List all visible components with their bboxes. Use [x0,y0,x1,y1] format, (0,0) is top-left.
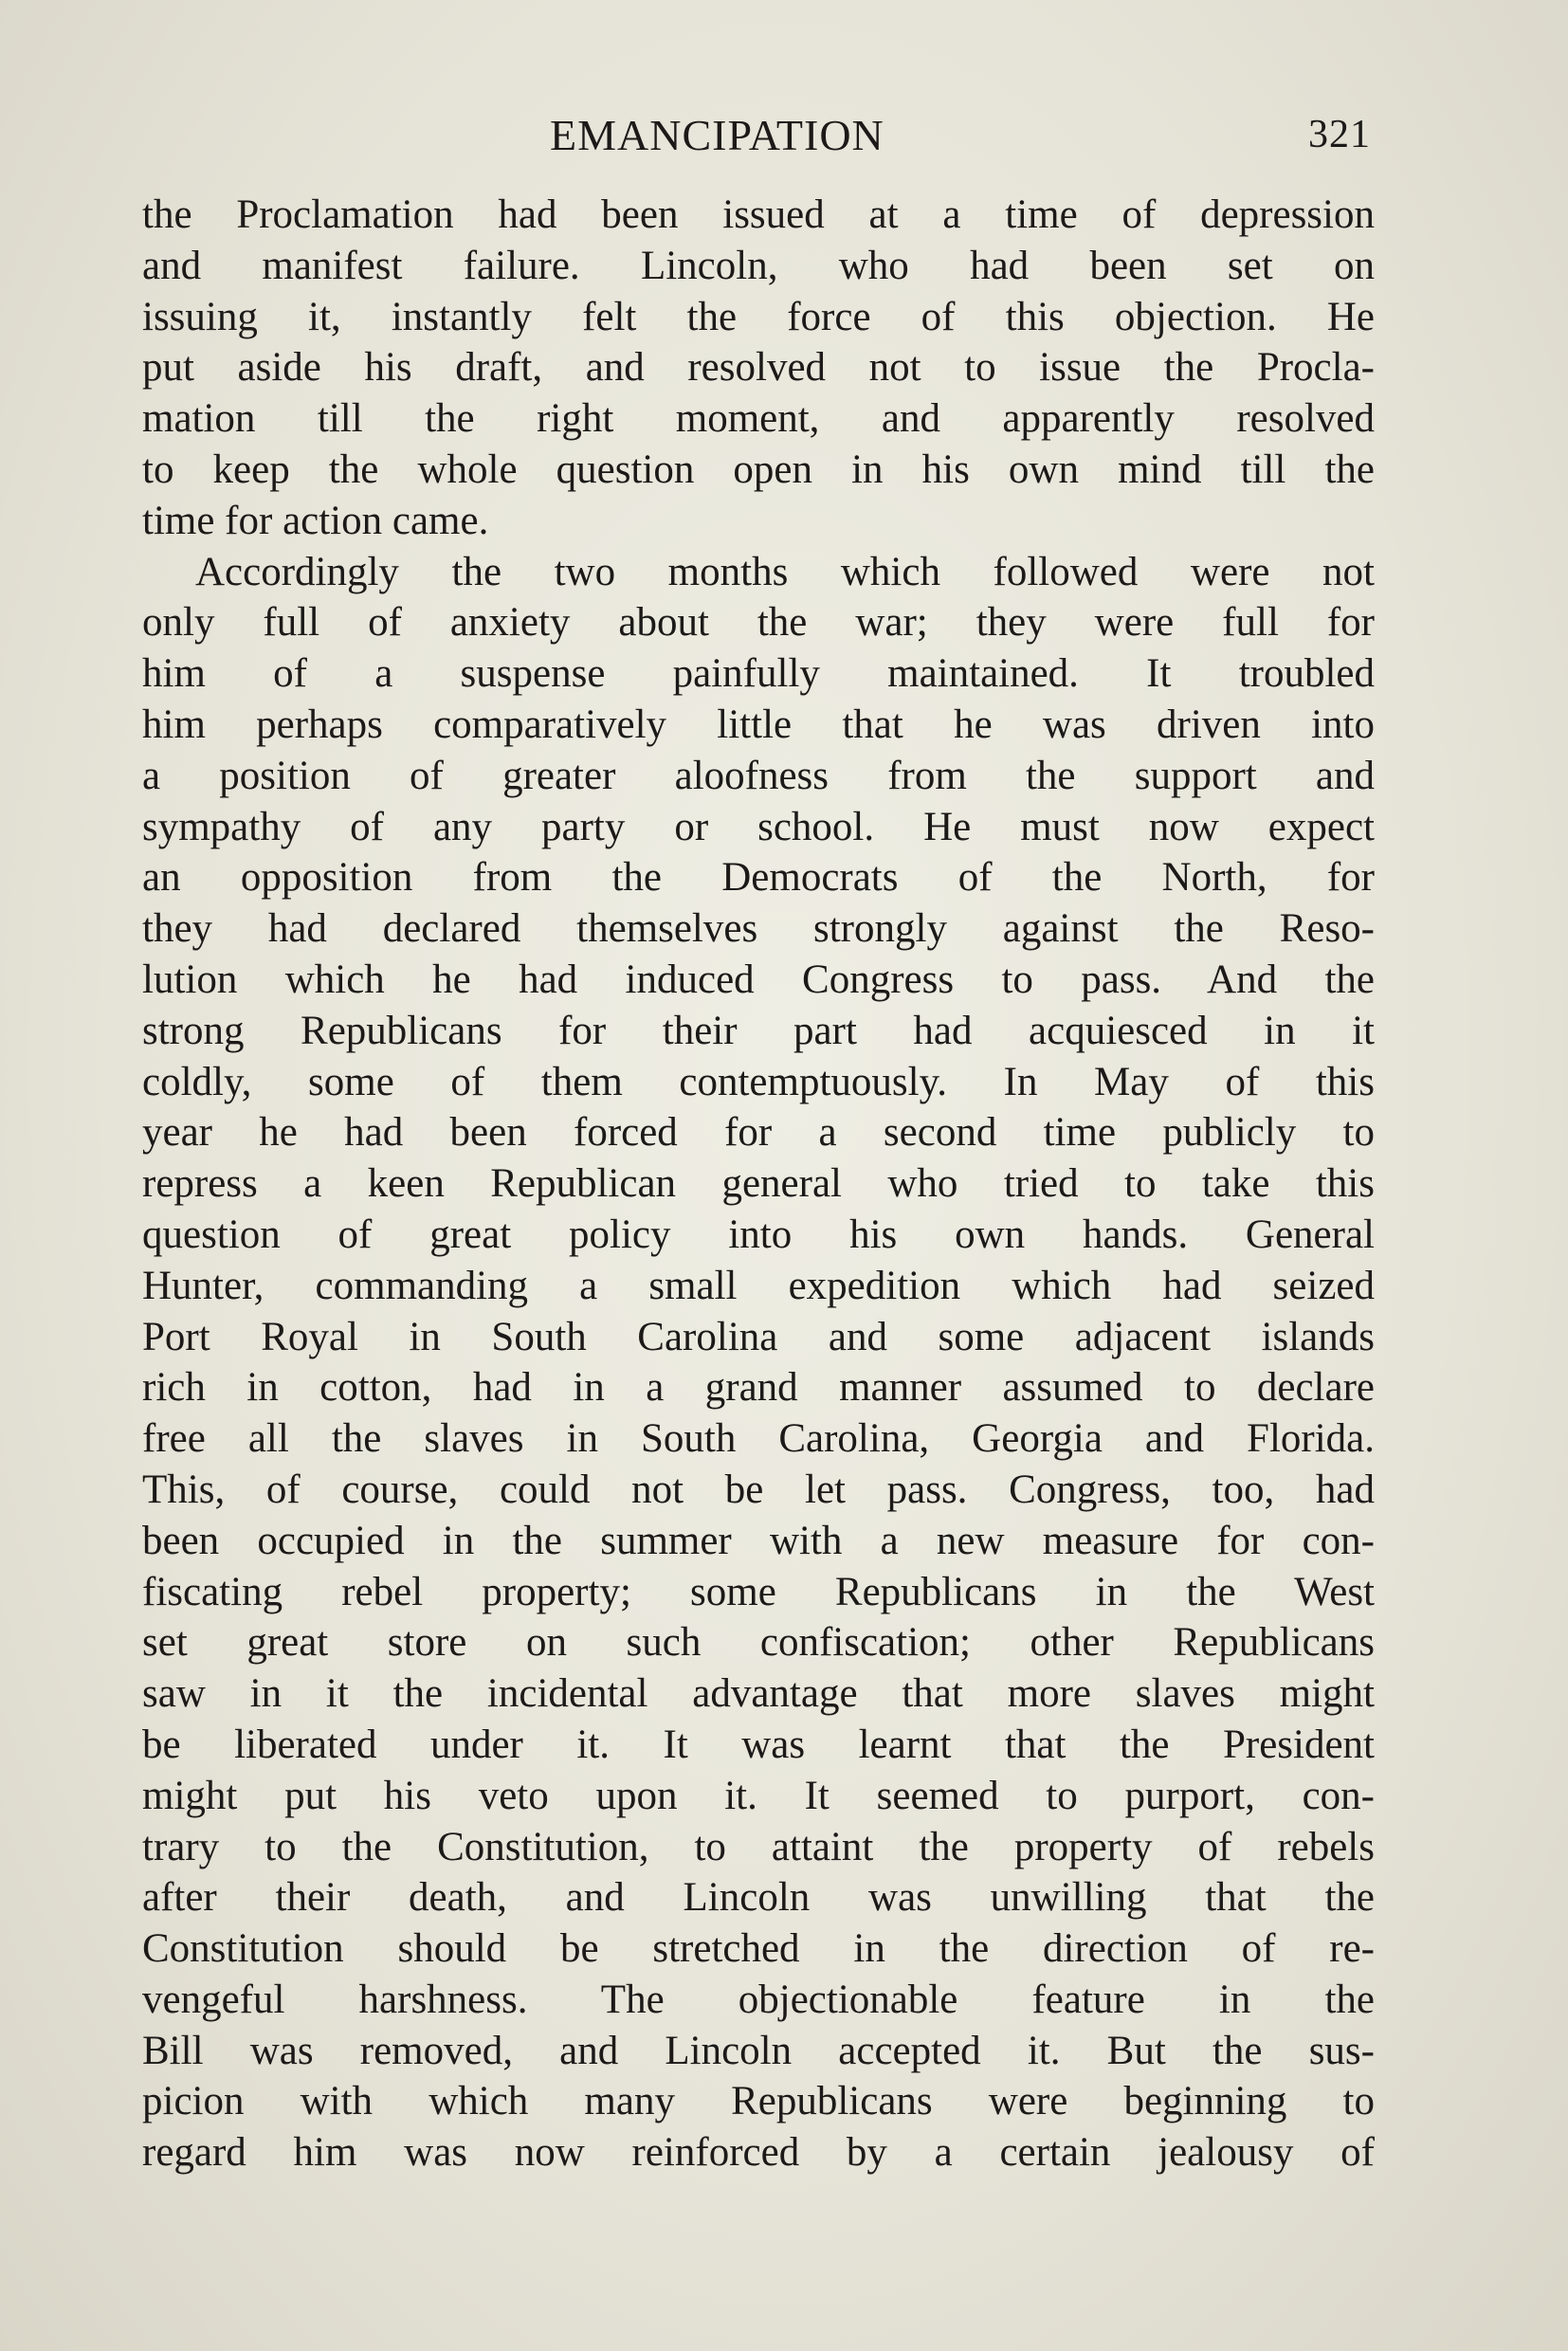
text-line: to keep the whole question open in his own mind till the [142,447,1375,492]
text-line: coldly, some of them contemptuously. In May of this [142,1059,1375,1104]
text-line: mation till the right moment, and apparently resolved [142,396,1375,442]
text-line: vengeful harshness. The objectionable feature in the [142,1977,1375,2022]
running-head: EMANCIPATION [550,111,884,159]
text-line: Port Royal in South Carolina and some adjacent islands [142,1314,1375,1359]
text-line: picion with which many Republicans were beginning to [142,2079,1375,2124]
text-line: the Proclamation had been issued at a time of depression [142,192,1375,237]
text-line: been occupied in the summer with a new measure for con- [142,1518,1375,1563]
text-line: be liberated under it. It was learnt that the President [142,1722,1375,1767]
text-line: they had declared themselves strongly against the Reso- [142,906,1375,952]
page-number: 321 [1308,113,1371,156]
text-line: Hunter, commanding a small expedition which had seized [142,1263,1375,1308]
text-line: rich in cotton, had in a grand manner assumed to declare [142,1365,1375,1411]
text-line: trary to the Constitution, to attaint the property of rebels [142,1824,1375,1869]
text-line: regard him was now reinforced by a certain jealousy of [142,2130,1375,2176]
text-line: him perhaps comparatively little that he was driven into [142,702,1375,747]
page-header [142,102,1371,169]
text-line: and manifest failure. Lincoln, who had been set on [142,243,1375,288]
text-line: after their death, and Lincoln was unwilling that the [142,1875,1375,1921]
text-line: set great store on such confiscation; other Republicans [142,1620,1375,1666]
text-line: a position of greater aloofness from the support and [142,753,1375,798]
text-line: put aside his draft, and resolved not to issue the Procla- [142,345,1375,391]
text-line: Accordingly the two months which followed were not [195,549,1375,594]
text-line: him of a suspense painfully maintained. It troubled [142,651,1375,697]
text-line: free all the slaves in South Carolina, Georgia and Florida. [142,1416,1375,1462]
text-line: time for action came. [142,498,489,543]
text-line: strong Republicans for their part had acquiesced in it [142,1008,1375,1053]
text-line: sympathy of any party or school. He must now expect [142,804,1375,849]
text-line: saw in it the incidental advantage that more slaves might [142,1671,1375,1717]
text-line: lution which he had induced Congress to pass. And the [142,957,1375,1002]
text-line: Bill was removed, and Lincoln accepted it. But the sus- [142,2028,1375,2073]
text-line: year he had been forced for a second time publicly to [142,1110,1375,1156]
text-line: only full of anxiety about the war; they were full for [142,600,1375,646]
text-line: This, of course, could not be let pass. Congress, too, had [142,1467,1375,1512]
text-line: Constitution should be stretched in the direction of re- [142,1926,1375,1972]
text-line: repress a keen Republican general who tried to take this [142,1161,1375,1207]
text-line: an opposition from the Democrats of the North, for [142,855,1375,901]
text-line: fiscating rebel property; some Republicans in the West [142,1569,1375,1614]
body-text [142,190,1375,2178]
text-line: issuing it, instantly felt the force of this objection. He [142,294,1375,339]
text-line: might put his veto upon it. It seemed to purport, con- [142,1773,1375,1818]
text-line: question of great policy into his own hands. General [142,1212,1375,1257]
